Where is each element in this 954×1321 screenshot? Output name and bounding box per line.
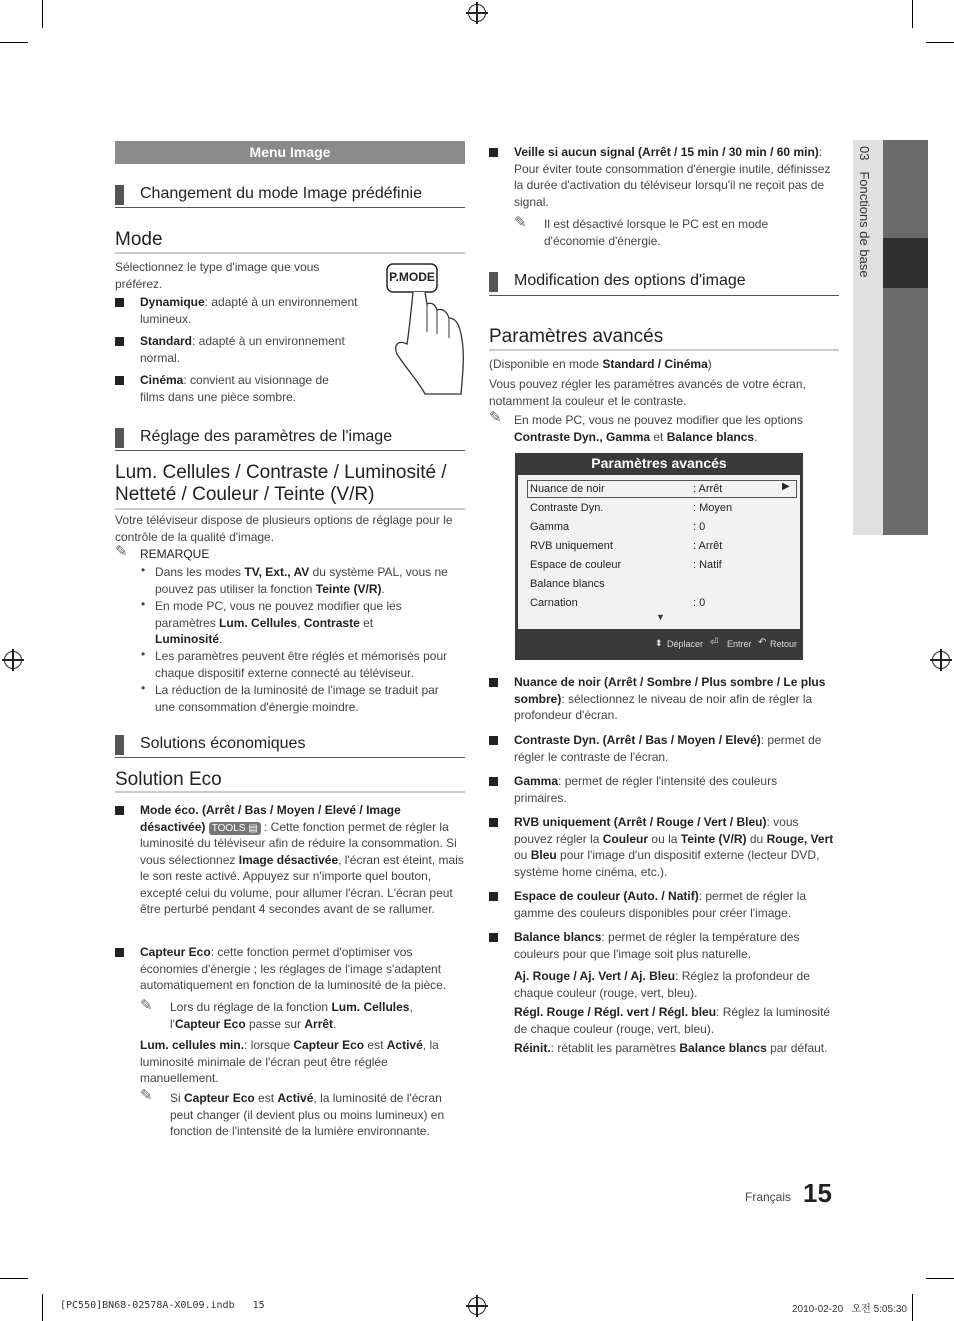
- divider: [115, 757, 465, 758]
- mode-intro: Sélectionnez le type d'image que vous préférez.: [115, 260, 320, 291]
- osd-nav-enter: Entrer: [727, 639, 752, 649]
- note-pencil-icon: ✎: [489, 409, 502, 426]
- item-contraste: Contraste Dyn. (Arrêt / Bas / Moyen / Elevé): permet de régler le contraste de l'écran.: [514, 733, 822, 764]
- item-balance: Balance blancs: permet de régler la température des couleurs pour que l'image soit plus naturelle.: [514, 930, 800, 961]
- divider: [489, 295, 839, 296]
- item-espace: Espace de couleur (Auto. / Natif): permet de régler la gamme des couleurs disponibles pour créer l'image.: [514, 889, 807, 920]
- param-availability: (Disponible en mode Standard / Cinéma): [489, 357, 712, 371]
- osd-row-label: Gamma: [530, 521, 570, 533]
- note-item: La réduction de la luminosité de l'image se traduit par une consommation d'énergie moindre.: [155, 683, 439, 714]
- footer-date: 2010-02-20 오전 5:05:30: [792, 1304, 907, 1315]
- veille-text: Veille si aucun signal (Arrêt / 15 min / 30 min / 60 min): Pour éviter toute consommation d'énergie inutile, définissez la durée d'activation du téléviseur lorsqu'il ne reçoit pas de signal.: [514, 145, 831, 209]
- param-intro: Vous pouvez régler les paramètres avancés de votre écran, notamment la couleur et le contraste.: [489, 377, 806, 408]
- crop-mark: [0, 42, 28, 43]
- registration-mark-icon: [468, 4, 486, 22]
- bullet-dot: •: [141, 597, 146, 611]
- osd-advanced-settings: [515, 453, 803, 660]
- bullet-square: [489, 818, 498, 827]
- balance-reinit: Réinit.: rétablit les paramètres Balance blancs par défaut.: [514, 1041, 828, 1055]
- osd-row-label: Nuance de noir: [530, 483, 605, 495]
- menu-image-label: Menu Image: [249, 144, 331, 160]
- osd-row-value: : Arrêt: [693, 483, 723, 495]
- section-title-parametres: Paramètres avancés: [489, 326, 664, 347]
- osd-scroll-down-icon: ▼: [656, 612, 665, 622]
- pmode-label: P.MODE: [389, 270, 435, 284]
- registration-mark-icon: [932, 651, 950, 669]
- lum-min-text: Lum. cellules min.: lorsque Capteur Eco est Activé, la luminosité minimale de l'écran peut être réglée manuellement.: [140, 1038, 439, 1085]
- osd-row[interactable]: [530, 538, 802, 554]
- chapter-tab-marker: [883, 238, 928, 288]
- item-nuance: Nuance de noir (Arrêt / Sombre / Plus sombre / Le plus sombre): sélectionnez le niveau de noir afin de régler la profondeur d'écran.: [514, 675, 826, 722]
- osd-row-value: : Arrêt: [693, 540, 723, 552]
- lum-min-note: Si Capteur Eco est Activé, la luminosité de l'écran peut changer (il devient plus ou moins lumineux) en fonction de l'intensité de la lumière environnante.: [170, 1091, 445, 1138]
- bullet-dot: •: [141, 563, 146, 577]
- osd-row-label: Espace de couleur: [530, 559, 622, 571]
- bullet-square: [489, 777, 498, 786]
- osd-return-icon: ↶: [758, 637, 767, 648]
- subhead-bar: [489, 272, 498, 292]
- remarque-label: REMARQUE: [140, 547, 210, 561]
- chapter-tab-label: [857, 146, 872, 278]
- subhead-bar: [115, 735, 124, 755]
- osd-row-label: Balance blancs: [530, 578, 605, 590]
- bullet-square: [115, 948, 124, 957]
- divider: [115, 791, 465, 793]
- lum-intro: Votre téléviseur dispose de plusieurs options de réglage pour le contrôle de la qualité d'image.: [115, 513, 453, 544]
- section-title-eco: Solution Eco: [115, 769, 222, 790]
- footer-language: Français: [745, 1190, 792, 1204]
- veille-note: Il est désactivé lorsque le PC est en mode d'économie d'énergie.: [544, 217, 769, 248]
- note-item: Dans les modes TV, Ext., AV du système PAL, vous ne pouvez pas utiliser la fonction Teinte (V/R).: [155, 565, 448, 596]
- crop-mark: [912, 0, 913, 28]
- divider: [489, 349, 839, 351]
- bullet-square: [489, 933, 498, 942]
- divider: [115, 508, 465, 510]
- item-gamma: Gamma: permet de régler l'intensité des couleurs primaires.: [514, 774, 778, 805]
- osd-enter-icon: ⏎: [710, 637, 719, 648]
- crop-mark: [42, 0, 43, 28]
- crop-mark: [0, 1278, 28, 1279]
- chapter-number: 03: [857, 146, 872, 161]
- osd-panel: [518, 475, 800, 629]
- subhead-reglage: Réglage des paramètres de l'image: [140, 428, 393, 445]
- note-pencil-icon: ✎: [514, 214, 527, 231]
- divider: [115, 450, 465, 451]
- section-title-mode: Mode: [115, 229, 163, 250]
- eco-mode-text: Mode éco. (Arrêt / Bas / Moyen / Elevé / Image désactivée) TOOLS ▤ : Cette fonction permet de régler la luminosité du téléviseur afin de réduire la consommation. Si vous sélectionnez Image désactivée, l'écran est éteint, mais le son reste activé. Appuyez sur n'importe quel bouton, excepté celui du volume, pour allumer l'écran. L'écran peut être perturbé pendant 4 secondes avant de se rallumer.: [140, 803, 464, 916]
- capteur-eco-text: Capteur Eco: cette fonction permet d'optimiser vos économies d'énergie ; les réglages de l'image s'adaptent automatiquement en fonction de la luminosité de la pièce.: [140, 945, 447, 992]
- osd-row-label: Carnation: [530, 597, 578, 609]
- bullet-dot: •: [141, 681, 146, 695]
- registration-mark-icon: [468, 1297, 486, 1315]
- subhead-solutions: Solutions économiques: [140, 735, 306, 752]
- footer-file: [PC550]BN68-02578A-X0L09.indb 15: [60, 1300, 265, 1311]
- chapter-tab-dark: [883, 140, 928, 535]
- crop-mark: [926, 1278, 954, 1279]
- osd-nav-move: Déplacer: [667, 639, 704, 649]
- divider: [115, 207, 465, 208]
- osd-row-label: Contraste Dyn.: [530, 502, 604, 514]
- osd-row-value: : 0: [693, 521, 706, 533]
- param-note: En mode PC, vous ne pouvez modifier que les options Contraste Dyn., Gamma et Balance blancs.: [514, 413, 803, 444]
- bullet-square: [115, 337, 124, 346]
- bullet-square: [489, 148, 498, 157]
- osd-row[interactable]: [530, 481, 802, 497]
- divider: [115, 252, 465, 254]
- note-pencil-icon: ✎: [140, 997, 153, 1014]
- osd-updown-icon: ⬍: [655, 638, 663, 648]
- mode-item-dynamique: Dynamique: adapté à un environnement lumineux.: [140, 295, 358, 326]
- osd-row-value: : Moyen: [693, 502, 733, 514]
- bullet-square: [489, 678, 498, 687]
- bullet-square: [115, 298, 124, 307]
- osd-row-label: RVB uniquement: [530, 540, 613, 552]
- osd-row[interactable]: [530, 557, 802, 573]
- tools-badge: TOOLS ▤: [209, 822, 261, 835]
- capteur-note: Lors du réglage de la fonction Lum. Cellules, l'Capteur Eco passe sur Arrêt.: [170, 1000, 413, 1031]
- osd-nav-bar: [515, 633, 803, 655]
- crop-mark: [42, 1294, 43, 1321]
- note-pencil-icon: ✎: [115, 543, 128, 560]
- subhead-bar: [115, 185, 124, 205]
- crop-mark: [926, 42, 954, 43]
- bullet-dot: •: [141, 647, 146, 661]
- page-number: 15: [803, 1178, 832, 1208]
- balance-aj: Aj. Rouge / Aj. Vert / Aj. Bleu: Réglez la profondeur de chaque couleur (rouge, vert, bleu).: [514, 969, 810, 1000]
- mode-item-standard: Standard: adapté à un environnement normal.: [140, 334, 345, 365]
- pmode-remote-illustration: [385, 262, 467, 397]
- menu-image-bar: [115, 141, 465, 164]
- note-item: En mode PC, vous ne pouvez modifier que les paramètres Lum. Cellules, Contraste et Luminosité.: [155, 599, 402, 646]
- osd-row[interactable]: [530, 595, 802, 611]
- osd-arrow-right-icon: ▶: [782, 481, 790, 492]
- subhead-changement: Changement du mode Image prédéfinie: [140, 185, 422, 202]
- section-title-lum: Lum. Cellules / Contraste / Luminosité / Netteté / Couleur / Teinte (V/R): [115, 462, 447, 505]
- osd-row[interactable]: [530, 576, 802, 592]
- mode-item-cinema: Cinéma: convient au visionnage de films dans une pièce sombre.: [140, 373, 329, 404]
- chapter-title: Fonctions de base: [857, 171, 872, 278]
- subhead-modification: Modification des options d'image: [514, 272, 746, 289]
- osd-row[interactable]: [530, 519, 802, 535]
- registration-mark-icon: [4, 651, 22, 669]
- osd-title: Paramètres avancés: [591, 455, 727, 471]
- osd-row[interactable]: [530, 500, 802, 516]
- bullet-square: [489, 892, 498, 901]
- balance-regl: Régl. Rouge / Régl. vert / Régl. bleu: Réglez la luminosité de chaque couleur (rouge, vert, bleu).: [514, 1005, 831, 1036]
- osd-row-value: : Natif: [693, 559, 722, 571]
- bullet-square: [115, 806, 124, 815]
- osd-row-value: : 0: [693, 597, 706, 609]
- crop-mark: [912, 1294, 913, 1321]
- bullet-square: [115, 376, 124, 385]
- note-item: Les paramètres peuvent être réglés et mémorisés pour chaque dispositif externe connecté au téléviseur.: [155, 649, 448, 680]
- subhead-bar: [115, 428, 124, 448]
- item-rvb: RVB uniquement (Arrêt / Rouge / Vert / Bleu): vous pouvez régler la Couleur ou la Teinte (V/R) du Rouge, Vert ou Bleu pour l'image d'un dispositif externe (lecteur DVD, système home cinéma, etc.).: [514, 815, 834, 879]
- osd-nav-back: Retour: [770, 639, 798, 649]
- note-pencil-icon: ✎: [140, 1087, 153, 1104]
- bullet-square: [489, 736, 498, 745]
